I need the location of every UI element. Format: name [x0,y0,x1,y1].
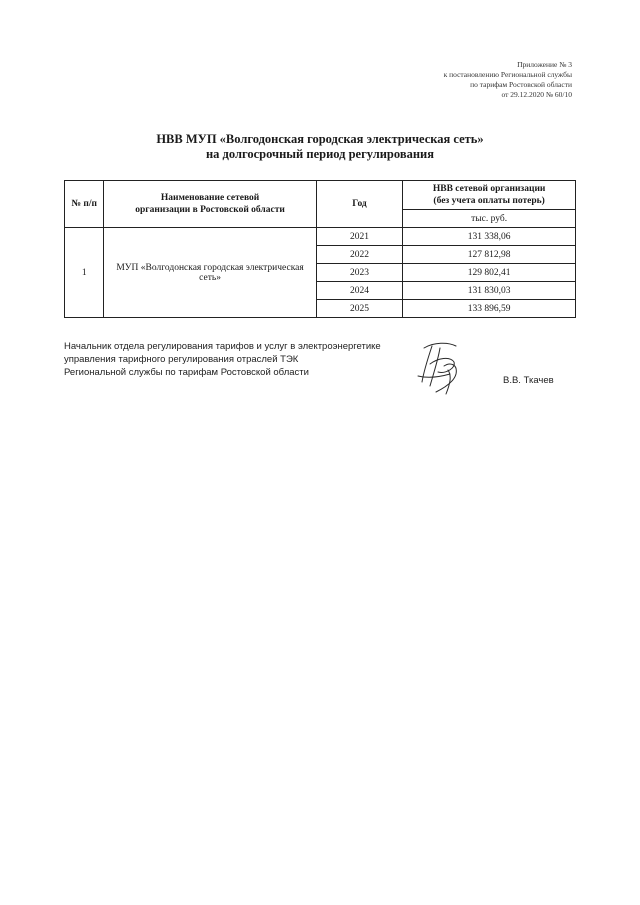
title-line-1: НВВ МУП «Волгодонская городская электрическая сеть» [156,132,484,146]
appendix-line-3: по тарифам Ростовской области [470,80,572,89]
document-title [0,132,640,162]
position-line-1: Начальник отдела регулирования тарифов и услуг в электроэнергетике [64,341,381,352]
position-line-2: управления тарифного регулирования отраслей ТЭК [64,354,299,365]
appendix-line-4: от 29.12.2020 № 60/10 [501,90,572,99]
year-cell: 2022 [316,246,403,264]
value-cell: 129 802,41 [403,264,576,282]
header-year: Год [316,181,403,228]
year-cell: 2025 [316,300,403,318]
header-name-line-2: организации в Ростовской области [135,205,285,215]
signer-name: В.В. Ткачев [503,375,554,386]
header-nvv [403,181,576,210]
header-nvv-line-2: (без учета оплаты потерь) [433,196,545,206]
nvv-table [64,180,576,318]
header-num: № п/п [65,181,104,228]
table-row [65,228,576,246]
value-cell: 133 896,59 [403,300,576,318]
table-header-row [65,181,576,210]
year-cell: 2023 [316,264,403,282]
value-cell: 131 338,06 [403,228,576,246]
position-line-3: Региональной службы по тарифам Ростовской области [64,367,309,378]
handwritten-signature [410,340,470,396]
header-name-line-1: Наименование сетевой [160,193,260,203]
signatory-position [64,340,381,379]
title-line-2: на долгосрочный период регулирования [205,147,434,161]
org-name: МУП «Волгодонская городская электрическая сеть» [104,228,316,318]
year-cell: 2024 [316,282,403,300]
value-cell: 127 812,98 [403,246,576,264]
value-cell: 131 830,03 [403,282,576,300]
appendix-header [444,60,572,100]
header-name [104,181,316,228]
appendix-line-1: Приложение № 3 [517,60,572,69]
header-nvv-line-1: НВВ сетевой организации [432,184,546,194]
header-unit: тыс. руб. [403,210,576,228]
appendix-line-2: к постановлению Региональной службы [443,70,572,79]
year-cell: 2021 [316,228,403,246]
org-num: 1 [65,228,104,318]
